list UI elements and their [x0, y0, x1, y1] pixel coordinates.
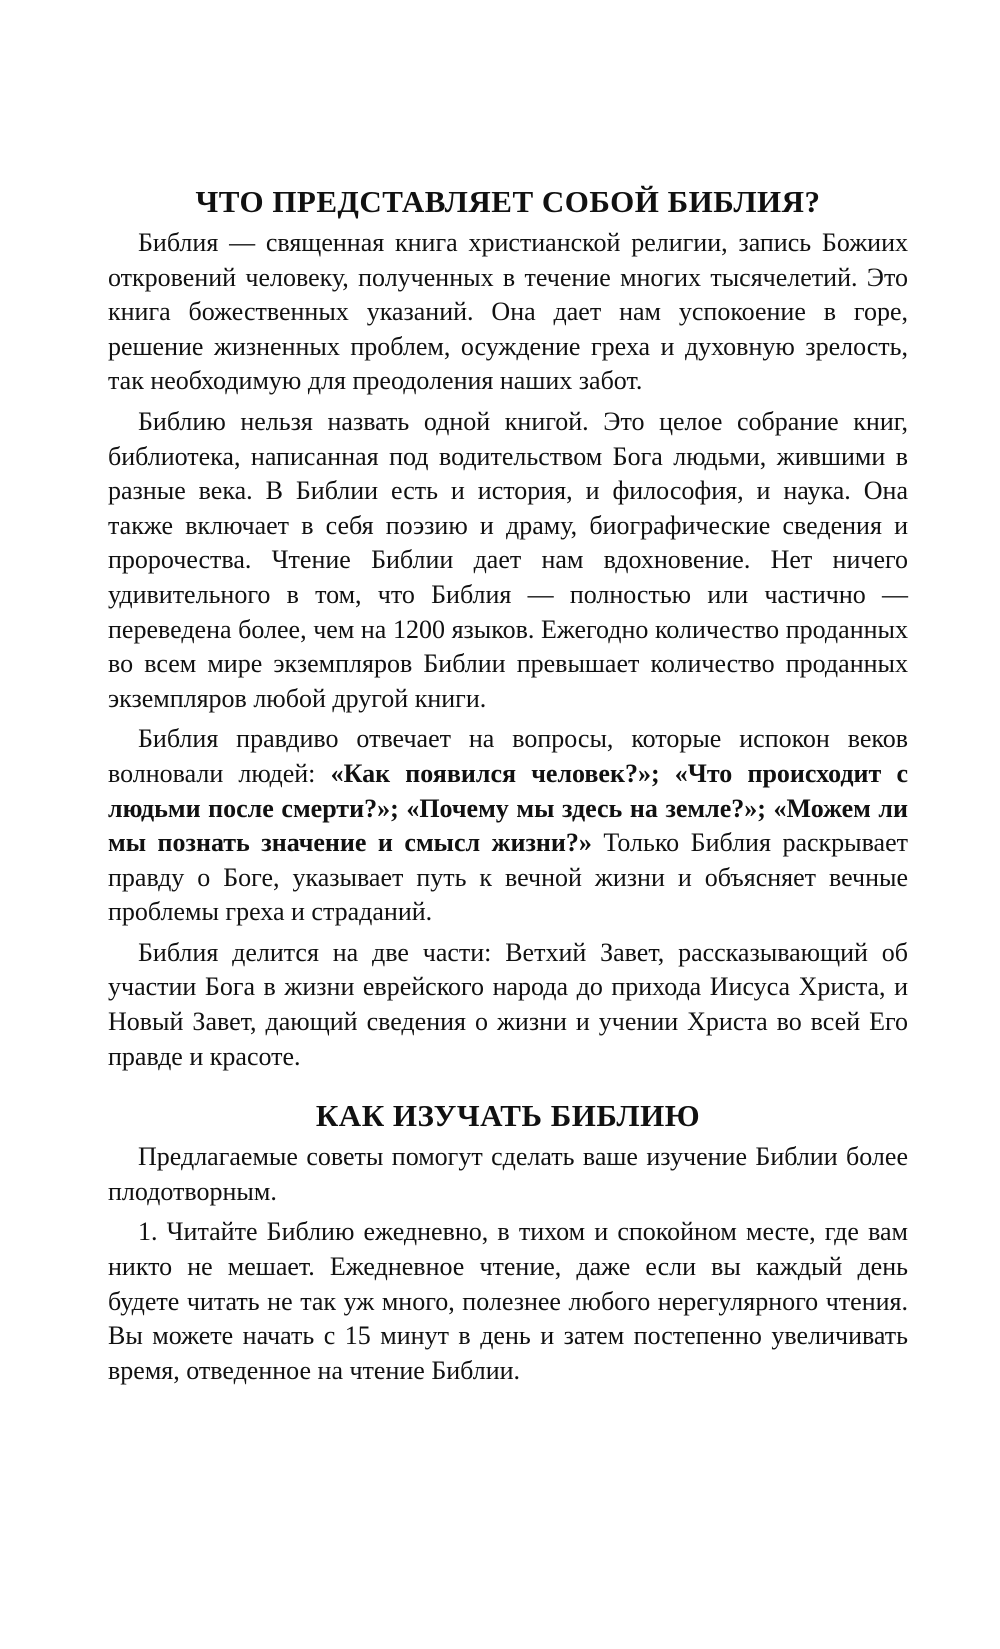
questions-bold-text: «Как появился человек?»; «Что происходит с людьми после смерти?»; «Почему мы здесь на земле?»; «Можем ли мы познать значение и смысл жизни?»: [108, 758, 908, 858]
document-page: [108, 180, 908, 1394]
paragraph-bible-questions: [108, 722, 908, 930]
questions-intro-text: Библия правдиво отвечает на вопросы, которые испокон веков волновали людей:: [108, 724, 908, 788]
paragraph-study-intro: Предлагаемые советы помогут сделать ваше изучение Библии более плодотворным.: [108, 1142, 908, 1206]
paragraph-bible-parts: Библия делится на две части: Ветхий Завет, рассказывающий об участии Бога в жизни еврейского народа до прихода Иисуса Христа, и Новый Завет, дающий сведения о жизни и учении Христа во всей Его правде и красоте.: [108, 937, 908, 1071]
paragraph-study-tip-1: 1. Читайте Библию ежедневно, в тихом и спокойном месте, где вам никто не мешает. Ежедневное чтение, даже если вы каждый день будете читать не так уж много, полезнее любого нерегулярного чтения. Вы можете начать с 15 минут в день и затем постепенно увеличивать время, отведенное на чтение Библии.: [108, 1217, 908, 1385]
paragraph-bible-library: Библию нельзя назвать одной книгой. Это целое собрание книг, библиотека, написанная под водительством Бога людьми, жившими в разные века. В Библии есть и история, и философия, и наука. Она также включает в себя поэзию и драму, биографические сведения и пророчества. Чтение Библии дает нам вдохновение. Нет ничего удивительного в том, что Библия — полностью или частично — переведена более, чем на 1200 языков. Ежегодно количество проданных во всем мире экземпляров Библии превышает количество проданных экземпляров любой другой книги.: [108, 406, 908, 713]
paragraph-bible-definition: Библия — священная книга христианской религии, запись Божиих откровений человеку, полученных в течение многих тысячелетий. Это книга божественных указаний. Она дает нам успокоение в горе, решение жизненных проблем, осуждение греха и духовную зрелость, так необходимую для преодоления наших забот.: [108, 228, 908, 396]
questions-rest-text: Только Библия раскрывает правду о Боге, указывает путь к вечной жизни и объясняет вечные проблемы греха и страданий.: [108, 828, 908, 927]
section-heading-how-to-study: КАК ИЗУЧАТЬ БИБЛИЮ: [315, 1098, 701, 1134]
section-heading-what-is-bible: ЧТО ПРЕДСТАВЛЯЕТ СОБОЙ БИБЛИЯ?: [195, 184, 821, 219]
